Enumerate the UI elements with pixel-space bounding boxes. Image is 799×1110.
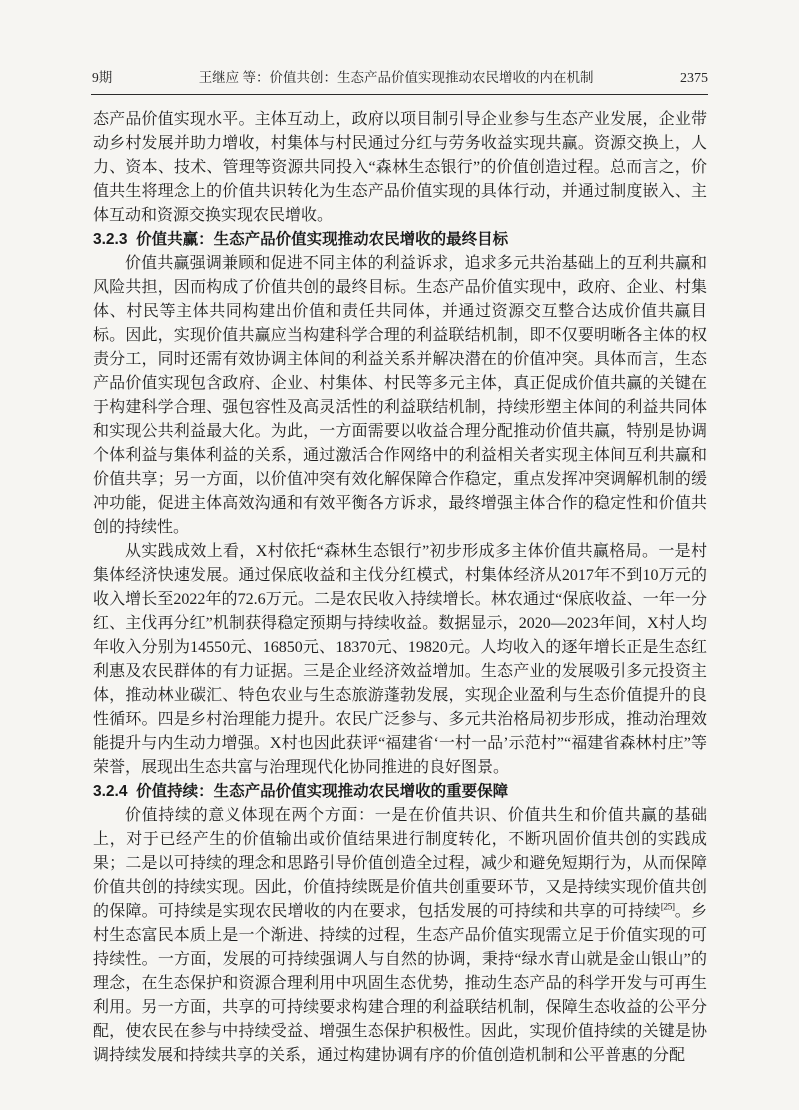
running-title: 王继应 等：价值共创：生态产品价值实现推动农民增收的内在机制 (198, 70, 594, 85)
paragraph-text: 价值持续的意义体现在两个方面：一是在价值共识、价值共生和价值共赢的基础上，对于已经产生的价值输出或价值结果进行制度转化，不断巩固价值共创的实践成果；二是以可持续的理念和思路引导价值创造全过程，减少和避免短期行为，从而保障价值共创的持续实现。因此，价值持续既是价值共创重要环节，又是持续实现价值共创的保障。可持续是实现农民增收的内在要求，包括发展的可持续和共享的可持续 (93, 807, 707, 920)
article-body (93, 108, 707, 1068)
paragraph-continuation: 态产品价值实现水平。主体互动上，政府以项目制引导企业参与生态产业发展，企业带动乡村发展并助力增收，村集体与村民通过分红与劳务收益实现共赢。资源交换上，人力、资本、技术、管理等资源共同投入“森林生态银行”的价值创造过程。总而言之，价值共生将理念上的价值共识转化为生态产品价值实现的具体行动，并通过制度嵌入、主体互动和资源交换实现农民增收。 (93, 111, 707, 224)
running-header (92, 70, 708, 87)
paragraph-text: 。乡村生态富民本质上是一个渐进、持续的过程，生态产品价值实现需立足于价值实现的可持续性。一方面，发展的可持续强调人与自然的协调，秉持“绿水青山就是金山银山”的理念，在生态保护和资源合理利用中巩固生态优势，推动生态产品的科学开发与可再生利用。另一方面，共享的可持续要求构建合理的利益联结机制，保障生态收益的公平分配，使农民在参与中持续受益、增强生态保护积极性。因此，实现价值持续的关键是协调持续发展和持续共享的关系，通过构建协调有序的价值创造机制和公平普惠的分配 (93, 903, 707, 1064)
issue-number: 9期 (92, 70, 113, 85)
section-heading-3-2-4: 3.2.4 价值持续：生态产品价值实现推动农民增收的重要保障 (93, 783, 509, 800)
section-heading-3-2-3: 3.2.3 价值共赢：生态产品价值实现推动农民增收的最终目标 (93, 231, 509, 248)
paragraph-value-sustain (93, 804, 707, 1068)
page-number: 2375 (680, 71, 708, 86)
paragraph-practice-results: 从实践成效上看，X村依托“森林生态银行”初步形成多主体价值共赢格局。一是村集体经济快速发展。通过保底收益和主伐分红模式，村集体经济从2017年不到10万元的收入增长至2022年的72.6万元。二是农民收入持续增长。林农通过“保底收益、一年一分红、主伐再分红”机制获得稳定预期与持续收益。数据显示，2020—2023年间，X村人均年收入分别为14550元、16850元、18370元、19820元。人均收入的逐年增长正是生态红利惠及农民群体的有力证据。三是企业经济效益增加。生态产业的发展吸引多元投资主体，推动林业碳汇、特色农业与生态旅游蓬勃发展，实现企业盈利与生态价值提升的良性循环。四是乡村治理能力提升。农民广泛参与、多元共治格局初步形成，推动治理效能提升与内生动力增强。X村也因此获评“福建省‘一村一品’示范村”“福建省森林村庄”等荣誉，展现出生态共富与治理现代化协同推进的良好图景。 (93, 543, 707, 776)
paragraph-value-winwin: 价值共赢强调兼顾和促进不同主体的利益诉求，追求多元共治基础上的互利共赢和风险共担，因而构成了价值共创的最终目标。生态产品价值实现中，政府、企业、村集体、村民等主体共同构建出价值和责任共同体，并通过资源交互整合达成价值共赢目标。因此，实现价值共赢应当构建科学合理的利益联结机制，即不仅要明晰各主体的权责分工，同时还需有效协调主体间的利益关系并解决潜在的价值冲突。具体而言，生态产品价值实现包含政府、企业、村集体、村民等多元主体，真正促成价值共赢的关键在于构建科学合理、强包容性及高灵活性的利益联结机制，持续形塑主体间的利益共同体和实现公共利益最大化。为此，一方面需要以收益合理分配推动价值共赢，特别是协调个体利益与集体利益的关系，通过激活合作网络中的利益相关者实现主体间互利共赢和价值共享；另一方面，以价值冲突有效化解保障合作稳定，重点发挥冲突调解机制的缓冲功能，促进主体高效沟通和有效平衡各方诉求，最终增强主体合作的稳定性和价值共创的持续性。 (93, 255, 707, 536)
header-rule (91, 94, 708, 95)
citation-ref-25: [25] (660, 902, 675, 913)
